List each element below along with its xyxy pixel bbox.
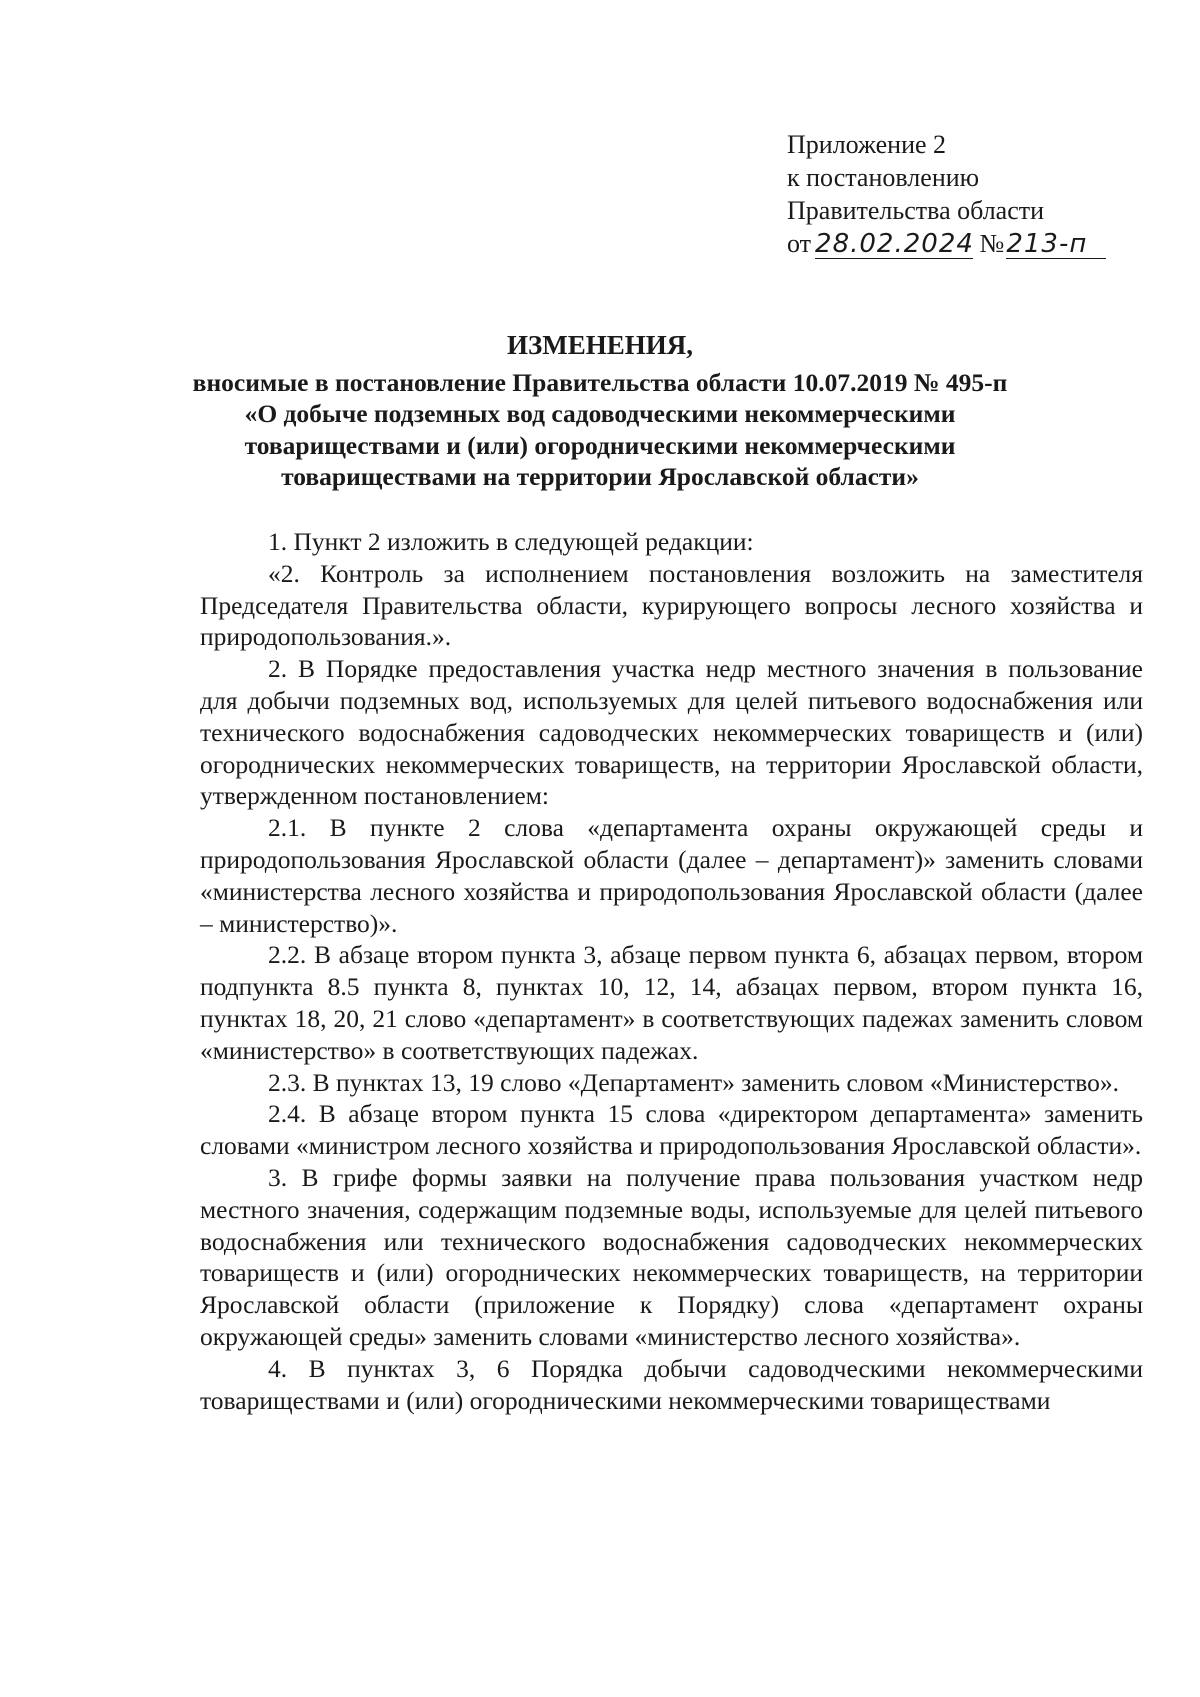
paragraph-4: 4. В пунктах 3, 6 Порядка добычи садоводческими некоммерческими товариществами и (или) огородническими некоммерческими товариществами (200, 1353, 1143, 1415)
government-label: Правительства области (787, 196, 1045, 225)
date-number-line (787, 227, 1106, 260)
number-prefix: № (979, 229, 1005, 258)
title-line-1: вносимые в постановление Правительства области 10.07.2019 № 495-п (192, 367, 1008, 397)
appendix-label: Приложение 2 (787, 130, 947, 159)
paragraph-2-3: 2.3. В пунктах 13, 19 слово «Департамент» заменить словом «Министерство». (268, 1067, 1120, 1097)
date-prefix: от (787, 229, 812, 258)
title-line-3: товариществами и (или) огородническими некоммерческими (244, 430, 956, 460)
paragraph-2-2: 2.2. В абзаце втором пункта 3, абзаце первом пункта 6, абзацах первом, втором подпункта 8.5 пункта 8, пунктах 10, 12, 14, абзацах первом, втором пункта 16, пунктах 18, 20, 21 слово «департамент» в соответствующих падежах заменить словом «министерство» в соответствующих падежах. (200, 940, 1143, 1065)
document-body (200, 526, 1143, 1416)
paragraph-2-1: 2.1. В пункте 2 слова «департамента охраны окружающей среды и природопользования Ярославской области (далее – департамент)» заменить словами «министерства лесного хозяйства и природопользования Ярославской области (далее – министерство)». (200, 813, 1143, 938)
title-line-2: «О добыче подземных вод садоводческими некоммерческими (244, 399, 956, 428)
appendix-header (787, 128, 1106, 260)
paragraph-2: 2. В Порядке предоставления участка недр местного значения в пользование для добычи подземных вод, используемых для целей питьевого водоснабжения или технического водоснабжения садоводческих некоммерческих товариществ и (или) огороднических некоммерческих товариществ, на территории Ярославской области, утвержденном постановлением: (200, 654, 1143, 811)
paragraph-2-4: 2.4. В абзаце втором пункта 15 слова «директором департамента» заменить словами «министром лесного хозяйства и природопользования Ярославской области». (200, 1099, 1143, 1161)
title-main: ИЗМЕНЕНИЯ, (506, 330, 693, 360)
handwritten-number: 213-п (1006, 230, 1106, 259)
paragraph-1: 1. Пункт 2 изложить в следующей редакции: (268, 527, 754, 556)
paragraph-3: 3. В грифе формы заявки на получение права пользования участком недр местного значения, содержащим подземные воды, используемые для целей питьевого водоснабжения или технического водоснабжения садоводческих некоммерческих товариществ и (или) огороднических некоммерческих товариществ, на территории Ярославской области (приложение к Порядку) слова «департамент охраны окружающей среды» заменить словами «министерство лесного хозяйства». (200, 1162, 1143, 1351)
handwritten-date: 28.02.2024 (815, 229, 974, 259)
document-title (150, 330, 1050, 493)
resolution-label: к постановлению (787, 163, 980, 192)
title-line-4: товариществами на территории Ярославской области» (281, 462, 919, 491)
paragraph-1-quote: «2. Контроль за исполнением постановления возложить на заместителя Председателя Правительства области, курирующего вопросы лесного хозяйства и природопользования.». (200, 558, 1143, 652)
